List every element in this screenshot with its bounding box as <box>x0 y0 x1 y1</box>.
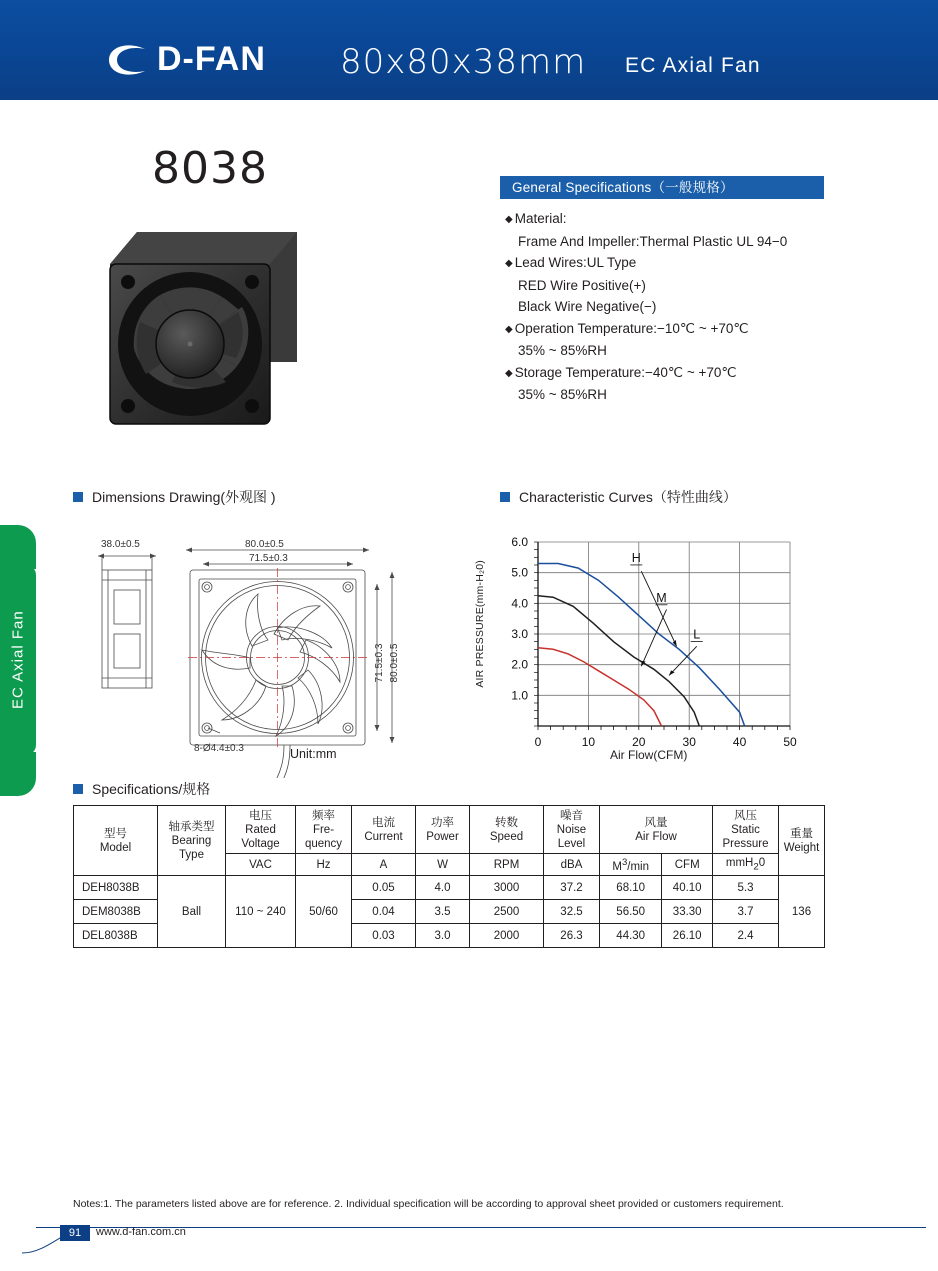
cell-weight: 136 <box>779 876 825 948</box>
website-url: www.d-fan.com.cn <box>96 1226 186 1238</box>
cell-model: DEL8038B <box>74 924 158 948</box>
dim-depth: 38.0±0.5 <box>101 539 140 550</box>
col-pressure-en2: Pressure <box>722 837 769 850</box>
col-bearing-en: Bearing <box>171 834 212 847</box>
page-header <box>0 0 938 100</box>
cell-noise: 32.5 <box>544 900 600 924</box>
cell-speed: 2000 <box>470 924 544 948</box>
svg-text:50: 50 <box>783 735 797 749</box>
svg-text:L: L <box>693 627 701 642</box>
cell-bearing: Ball <box>158 876 226 948</box>
cell-noise: 26.3 <box>544 924 600 948</box>
cell-frequency: 50/60 <box>296 876 352 948</box>
col-noise-en2: Level <box>557 837 586 850</box>
spec-line: RED Wire Positive(+) <box>518 277 646 293</box>
general-specifications-title: General Specifications（一般规格） <box>500 176 824 199</box>
col-noise-en1: Noise <box>556 823 587 836</box>
col-frequency-cn: 频率 <box>312 809 335 822</box>
cell-pressure: 2.4 <box>713 924 779 948</box>
col-current-cn: 电流 <box>372 816 395 829</box>
bullet-square-icon <box>73 492 83 502</box>
dim-height-outer: 80.0±0.5 <box>389 643 400 683</box>
col-model-en: Model <box>99 841 132 854</box>
svg-text:2.0: 2.0 <box>511 657 528 672</box>
dim-hole-note: 8-Ø4.4±0.3 <box>194 743 244 754</box>
col-pressure-en1: Static <box>731 823 760 836</box>
unit-noise: dBA <box>544 854 600 876</box>
cell-power: 4.0 <box>416 876 470 900</box>
col-current-en: Current <box>364 830 403 843</box>
svg-text:6.0: 6.0 <box>511 535 528 549</box>
side-tab-top-cap <box>0 525 36 569</box>
col-pressure-cn: 风压 <box>734 809 757 822</box>
unit-pressure: mmH$_2$0 <box>713 854 779 876</box>
cell-airflow-m3: 44.30 <box>600 924 662 948</box>
col-airflow-en: Air Flow <box>635 830 677 843</box>
spec-line: ◆ Storage Temperature:−40℃ ~ +70℃ <box>505 364 737 380</box>
svg-text:0: 0 <box>534 735 542 749</box>
section-label: Specifications/规格 <box>92 781 211 797</box>
cell-pressure: 3.7 <box>713 900 779 924</box>
svg-text:5.0: 5.0 <box>511 565 528 580</box>
spec-line: 35% ~ 85%RH <box>518 387 607 402</box>
bullet-square-icon <box>500 492 510 502</box>
bullet-square-icon <box>73 784 83 794</box>
col-speed-cn: 转数 <box>495 816 518 829</box>
unit-speed: RPM <box>470 854 544 876</box>
unit-voltage: VAC <box>226 854 296 876</box>
svg-text:10: 10 <box>581 735 596 749</box>
section-label: Characteristic Curves（特性曲线） <box>519 489 737 505</box>
spec-line: Black Wire Negative(−) <box>518 299 657 314</box>
section-heading-curves <box>500 487 737 507</box>
cell-airflow-cfm: 33.30 <box>662 900 713 924</box>
dimension-unit-label: Unit:mm <box>290 747 337 761</box>
col-weight-cn: 重量 <box>790 827 813 840</box>
cell-airflow-m3: 56.50 <box>600 900 662 924</box>
col-bearing-en2: Type <box>179 848 204 861</box>
cell-current: 0.05 <box>352 876 416 900</box>
brand-logo <box>105 40 266 79</box>
chart-y-axis-label: AIR PRESSURE(mm-H₂0) <box>474 560 486 688</box>
table-header-row <box>74 806 825 854</box>
svg-text:M: M <box>656 590 667 605</box>
side-tab-label: EC Axial Fan <box>9 610 27 710</box>
col-power-en: Power <box>426 830 459 843</box>
section-heading-dimensions <box>73 487 276 507</box>
spec-line: 35% ~ 85%RH <box>518 343 607 358</box>
model-number: 8038 <box>152 143 268 194</box>
footer-notes: Notes:1. The parameters listed above are for reference. 2. Individual specification will be according to approval sheet provided or customers requirement. <box>73 1198 784 1210</box>
header-product-size: 80x80x38mm <box>340 42 587 82</box>
characteristic-curves-chart <box>470 528 810 773</box>
spec-line: ◆ Operation Temperature:−10℃ ~ +70℃ <box>505 320 749 336</box>
spec-line: ◆ Material: <box>505 211 567 226</box>
cell-speed: 3000 <box>470 876 544 900</box>
dim-height-inner: 71.5±0.3 <box>374 643 385 683</box>
cell-airflow-cfm: 40.10 <box>662 876 713 900</box>
unit-current: A <box>352 854 416 876</box>
chart-x-axis-label: Air Flow(CFM) <box>610 748 688 762</box>
svg-text:20: 20 <box>632 735 646 749</box>
col-frequency-en2: quency <box>304 837 343 850</box>
brand-name: D-FAN <box>157 40 266 78</box>
svg-text:3.0: 3.0 <box>511 627 528 641</box>
cell-airflow-m3: 68.10 <box>600 876 662 900</box>
cell-noise: 37.2 <box>544 876 600 900</box>
page-number: 91 <box>60 1225 90 1241</box>
col-power-cn: 功率 <box>431 816 454 829</box>
col-voltage-cn: 电压 <box>249 809 272 822</box>
table-row <box>74 876 825 900</box>
spec-line: ◆ Lead Wires:UL Type <box>505 255 637 270</box>
cell-voltage: 110 ~ 240 <box>226 876 296 948</box>
cell-current: 0.04 <box>352 900 416 924</box>
section-label: Dimensions Drawing(外观图 ) <box>92 489 276 505</box>
col-frequency-en1: Fre- <box>312 823 335 836</box>
dim-width-outer: 80.0±0.5 <box>245 539 284 550</box>
col-speed-en: Speed <box>489 830 524 843</box>
spec-line: Frame And Impeller:Thermal Plastic UL 94−0 <box>518 233 788 249</box>
cell-current: 0.03 <box>352 924 416 948</box>
section-heading-specifications <box>73 779 210 799</box>
cell-power: 3.0 <box>416 924 470 948</box>
specifications-table <box>73 805 825 948</box>
ellipse-logo-icon <box>105 43 151 77</box>
col-voltage-en2: Voltage <box>241 837 280 850</box>
cell-model: DEM8038B <box>74 900 158 924</box>
cell-pressure: 5.3 <box>713 876 779 900</box>
col-airflow-cn: 风量 <box>644 816 668 829</box>
unit-airflow-m3: $M^3/\min$ <box>600 854 662 876</box>
svg-text:30: 30 <box>682 735 696 749</box>
col-noise-cn: 噪音 <box>560 809 583 822</box>
unit-power: W <box>416 854 470 876</box>
col-model-cn: 型号 <box>104 827 127 840</box>
svg-text:4.0: 4.0 <box>511 596 528 611</box>
header-product-type: EC Axial Fan <box>625 54 761 77</box>
cell-airflow-cfm: 26.10 <box>662 924 713 948</box>
col-voltage-en1: Rated <box>245 823 276 836</box>
col-bearing-cn: 轴承类型 <box>168 820 215 833</box>
unit-frequency: Hz <box>296 854 352 876</box>
cell-power: 3.5 <box>416 900 470 924</box>
cell-speed: 2500 <box>470 900 544 924</box>
unit-airflow-cfm: CFM <box>662 854 713 876</box>
dim-width-inner: 71.5±0.3 <box>249 553 288 564</box>
side-tab-bottom-cap <box>0 752 36 796</box>
svg-text:40: 40 <box>732 735 747 749</box>
cell-model: DEH8038B <box>74 876 158 900</box>
svg-text:1.0: 1.0 <box>511 688 528 703</box>
fan-product-photo <box>92 212 332 440</box>
general-specifications-list <box>505 208 855 406</box>
col-weight-en: Weight <box>783 841 820 854</box>
dimensions-drawing <box>70 528 460 778</box>
svg-text:H: H <box>631 550 641 565</box>
